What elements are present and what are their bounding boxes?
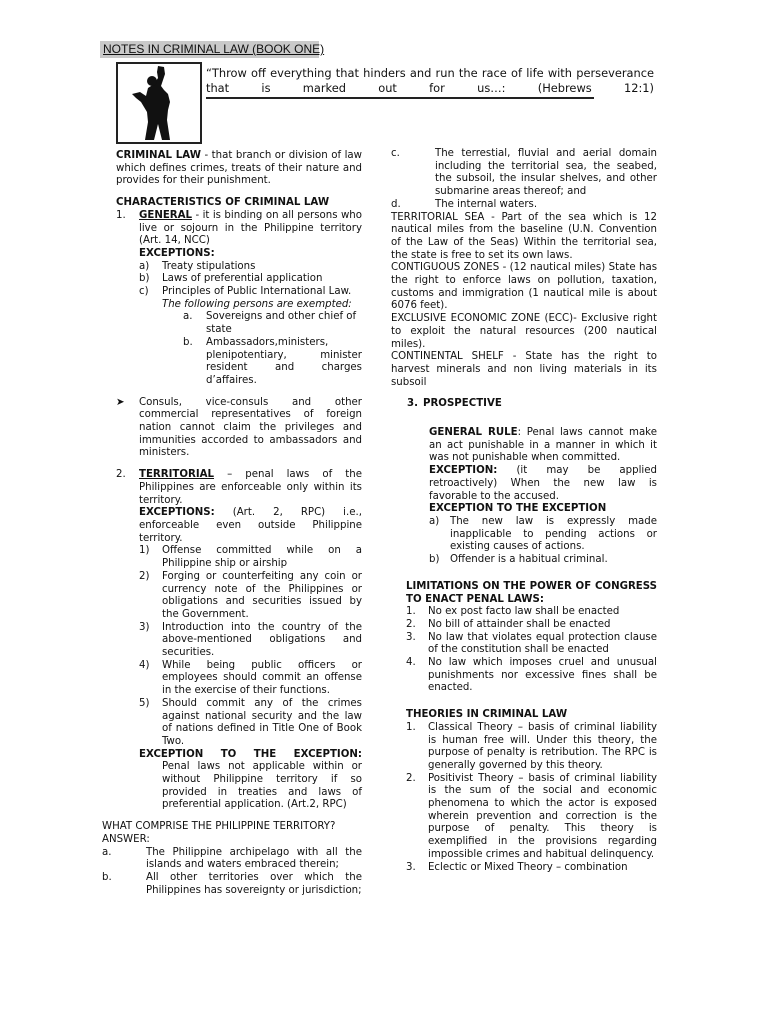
general-def: - it is binding on all persons who live or sojourn in the Philippine territory (Art. 14, NCC) [139,209,362,247]
continental-shelf-definition: CONTINENTAL SHELF - State has the right to harvest minerals and non living materials in its subsoil [391,351,657,388]
list-item: 4. No law which imposes cruel and unusual punishments nor excessive fines shall be enacted. [406,657,657,694]
arrow-bullet-icon: ➤ [116,396,125,408]
list-item: c. The terrestial, fluvial and aerial domain including the territorial sea, the seabed, the subsoil, the insular shelves, and other submarine areas thereof; and [391,148,657,198]
criminal-law-definition [116,150,362,188]
territorial-def: – penal laws of the Philippines are enforceable only within its territory. [139,469,362,506]
criminal-law-def: - that branch or division of law which defines crimes, treats of their nature and provides for their punishment. [116,150,362,187]
theories-heading: THEORIES IN CRIMINAL LAW [406,709,568,721]
prospective-body [391,427,657,567]
criminal-law-term: CRIMINAL LAW [116,150,201,161]
characteristics-heading: CHARACTERISTICS OF CRIMINAL LAW [116,197,330,209]
list-item: a) The new law is expressly made inapplicable to pending actions or existing causes of actions. [429,515,657,553]
list-item: 3) Introduction into the country of the above-mentioned obligations and securities. [139,621,362,659]
exempted-intro: The following persons are exempted: [162,298,352,310]
territorial-term: TERRITORIAL [139,469,215,481]
limitations-heading: LIMITATIONS ON THE POWER OF CONGRESS TO ENACT PENAL LAWS: [406,580,657,605]
exception-to-exception-label: EXCEPTION TO THE EXCEPTION: [139,748,362,760]
answer-label: ANSWER: [102,833,150,845]
list-item: 2. Positivist Theory – basis of criminal liability is the sum of the social and economic phenomena to which the actor is exposed wherein prevention and correction is the purpose of penalty. This theory is exemplified in the provisions regarding impossible crimes and habitual delinquency. [406,772,657,860]
raised-fist-silhouette-icon [118,64,200,142]
general-number: 1. [116,209,126,221]
list-item: 2) Forging or counterfeiting any coin or currency note of the Philippines or obligations and securities issued by the Government. [139,570,362,620]
list-item: 3. Eclectic or Mixed Theory – combination [406,861,628,873]
prospective-heading: 3. PROSPECTIVE [407,398,502,410]
general-exceptions-label: EXCEPTIONS: [139,247,215,259]
territorial-sea-definition: TERRITORIAL SEA - Part of the sea which is 12 nautical miles from the baseline (U.N. Convention of the Law of the Seas) Within the territorial sea, the state is free to set its own laws. [391,211,657,261]
list-item: a. The Philippine archipelago with all the islands and waters embraced therein; [102,846,362,871]
silhouette-figure-image [116,62,202,144]
list-item: b. Ambassadors,ministers, plenipotentiary, minister resident and charges d’affaires. [183,336,362,386]
limitations-block [391,581,657,874]
territorial-number: 2. [116,469,126,481]
consuls-text: Consuls, vice-consuls and other commercial representatives of foreign nation cannot claim the privileges and immunities accorded to ambassadors and ministers. [139,396,362,459]
contiguous-zones-definition: CONTIGUOUS ZONES - (12 nautical miles) State has the right to enforce laws on pollution, taxation, customs and immigration (1 nautical mile is about 6076 feet). [391,262,657,312]
list-item: b) Laws of preferential application [139,273,323,285]
territorial-exceptions: EXCEPTIONS: (Art. 2, RPC) i.e., enforceable even outside Philippine territory. [139,507,362,544]
list-item: 5) Should commit any of the crimes against national security and the law of nations defined in Title One of Book Two. [139,697,362,747]
document-title: NOTES IN CRIMINAL LAW (BOOK ONE) [100,41,319,58]
prospective-exception: EXCEPTION: (it may be applied retroactively) When the new law is favorable to the accused. [429,465,657,502]
list-item: a) Treaty stipulations [139,260,256,272]
general-item [116,210,362,388]
list-item: 1) Offense committed while on a Philippine ship or airship [139,545,362,570]
eez-definition: EXCLUSIVE ECONOMIC ZONE (ECC)- Exclusive right to exploit the natural resources (200 nautical miles). [391,313,657,350]
quote-underline-rule [206,97,594,99]
list-item: a. Sovereigns and other chief of state [183,311,357,336]
list-item: d. The internal waters. [391,198,538,210]
list-item: c) Principles of Public International Law. [139,286,352,298]
territory-question: WHAT COMPRISE THE PHILIPPINE TERRITORY? [102,821,336,833]
consuls-bullet-item [116,397,362,461]
exception-to-exception-text: Penal laws not applicable within or without Philippine territory if so provided in treaties and laws of preferential application. (Art.2, RPC) [162,761,362,811]
list-item: 1. Classical Theory – basis of criminal liability is human free will. Under this theory, the purpose of penalty is retribution. The RPC is generally governed by this theory. [406,721,657,771]
list-item: 4) While being public officers or employees should commit an offense in the exercise of their functions. [139,659,362,697]
list-item: 1. No ex post facto law shall be enacted [406,606,620,618]
right-column [391,148,657,874]
territorial-item [116,469,362,812]
list-item: 3. No law that violates equal protection clause of the constitution shall be enacted [406,631,657,656]
left-column [102,150,362,897]
general-term: GENERAL [139,209,193,221]
epigraph-quote: “Throw off everything that hinders and run the race of life with perseverance that is marked out for us…: (Hebrews 12:1) [206,66,654,95]
territory-question-block [102,821,362,897]
list-item: b) Offender is a habitual criminal. [429,554,608,566]
list-item: b. All other territories over which the Philippines has sovereignty or jurisdiction; [102,871,362,896]
general-rule: GENERAL RULE: Penal laws cannot make an act punishable in a manner in which it was not punishable when committed. [429,427,657,464]
exception-to-exception-heading: EXCEPTION TO THE EXCEPTION [429,503,607,515]
list-item: 2. No bill of attainder shall be enacted [406,618,611,630]
